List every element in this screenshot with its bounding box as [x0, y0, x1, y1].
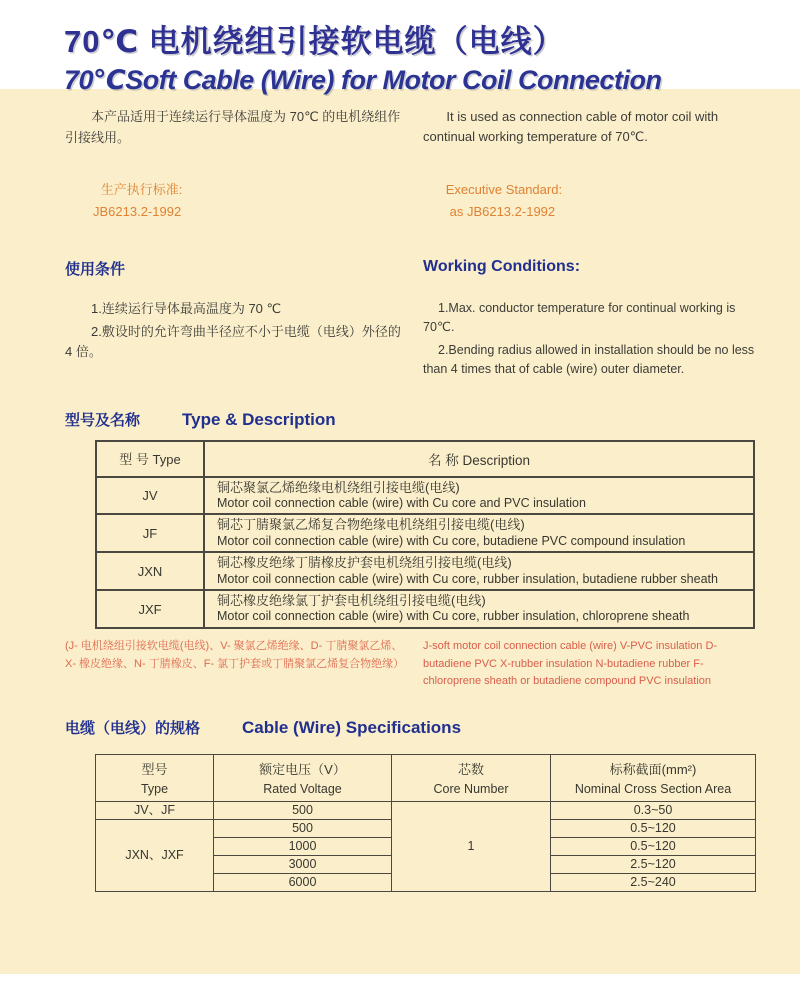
type-code: JXN [96, 552, 204, 590]
description-en: Motor coil connection cable (wire) with Cu core, rubber insulation, butadiene rubber sheath [217, 571, 718, 586]
executive-standard-en [446, 179, 755, 225]
legend-notes [65, 638, 755, 691]
type-description [204, 477, 754, 515]
column-header-type: 型号 Type [96, 754, 214, 801]
conditions-list-en [423, 299, 755, 383]
type-code: JF [96, 514, 204, 552]
description-cn: 铜芯橡皮绝缘丁腈橡皮护套电机绕组引接电缆(电线) [217, 555, 512, 571]
condition-item: 1.连续运行导体最高温度为 70 ℃ [91, 301, 282, 317]
table-row [96, 552, 754, 590]
intro-text-en: It is used as connection cable of motor coil with continual working temperature of 70℃. [423, 109, 719, 145]
page-title-cn: 70℃ 电机绕组引接软电缆（电线） [64, 24, 565, 59]
description-en: Motor coil connection cable (wire) with Cu core, butadiene PVC compound insulation [217, 533, 686, 548]
spec-voltage: 500 [214, 819, 392, 837]
standard-label-en: Executive Standard: [445, 181, 563, 197]
column-header-description: 名 称 Description [204, 441, 754, 477]
intro-section [65, 107, 755, 149]
legend-note-cn: (J- 电机绕组引接软电缆(电线)、V- 聚氯乙烯绝缘、D- 丁腈聚氯乙烯、X- 橡皮绝缘、N- 丁腈橡皮、F- 氯丁护套或丁腈聚氯乙烯复合物绝缘） [65, 640, 405, 670]
type-code: JXF [96, 590, 204, 628]
standard-label-cn: 生产执行标准: [100, 181, 183, 197]
description-cn: 铜芯橡皮绝缘氯丁护套电机绕组引接电缆(电线) [217, 593, 486, 609]
spec-voltage: 3000 [214, 855, 392, 873]
spec-voltage: 6000 [214, 873, 392, 891]
table-header-row [96, 754, 756, 801]
conditions-heading-en: Working Conditions: [423, 258, 581, 276]
standard-value-en: as JB6213.2-1992 [449, 204, 556, 220]
conditions-body [65, 299, 755, 383]
table-row [96, 477, 754, 515]
description-cn: 铜芯丁腈聚氯乙烯复合物绝缘电机绕组引接电缆(电线) [217, 517, 525, 533]
conditions-headings [65, 258, 755, 279]
type-heading-cn: 型号及名称 [65, 411, 141, 429]
standard-value-cn: JB6213.2-1992 [93, 204, 182, 220]
spec-section-area: 0.5~120 [551, 819, 756, 837]
spec-heading-cn: 电缆（电线）的规格 [65, 719, 201, 737]
type-code: JV [96, 477, 204, 515]
column-header-rated-voltage: 额定电压（V） Rated Voltage [214, 754, 392, 801]
type-heading-en: Type & Description [182, 409, 336, 429]
type-section-heading [65, 409, 755, 430]
spec-section-area: 2.5~240 [551, 873, 756, 891]
column-header-cross-section: 标称截面(mm²) Nominal Cross Section Area [551, 754, 756, 801]
spec-type: JXN、JXF [96, 819, 214, 891]
table-row [96, 801, 756, 819]
content-sheet [0, 89, 800, 974]
column-header-type: 型 号 Type [96, 441, 204, 477]
description-en: Motor coil connection cable (wire) with Cu core, rubber insulation, chloroprene sheath [217, 609, 690, 624]
spec-type: JV、JF [96, 801, 214, 819]
intro-text-cn: 本产品适用于连续运行导体温度为 70℃ 的电机绕组作引接线用。 [65, 109, 401, 145]
table-row [96, 590, 754, 628]
standards-section [65, 179, 755, 225]
type-description [204, 514, 754, 552]
type-description-table [95, 440, 755, 630]
conditions-heading-cn: 使用条件 [65, 261, 126, 279]
table-row [96, 514, 754, 552]
table-header-row [96, 441, 754, 477]
conditions-list-cn [65, 299, 405, 383]
type-description [204, 590, 754, 628]
spec-voltage: 500 [214, 801, 392, 819]
legend-note-en: J-soft motor coil connection cable (wire) V-PVC insulation D-butadiene PVC X-rubber insulation N-butadiene rubber F-chloroprene sheath or butadiene compound PVC insulation [423, 640, 718, 688]
specifications-table [95, 754, 756, 892]
condition-item: 1.Max. conductor temperature for continual working is 70℃. [423, 301, 736, 335]
description-en: Motor coil connection cable (wire) with Cu core and PVC insulation [217, 495, 586, 510]
type-description [204, 552, 754, 590]
document-header [0, 0, 800, 95]
spec-section-area: 2.5~120 [551, 855, 756, 873]
description-cn: 铜芯聚氯乙烯绝缘电机绕组引接电缆(电线) [217, 479, 460, 495]
spec-core-number: 1 [392, 801, 551, 891]
spec-heading-en: Cable (Wire) Specifications [242, 717, 462, 737]
spec-section-area: 0.5~120 [551, 837, 756, 855]
condition-item: 2.Bending radius allowed in installation should be no less than 4 times that of cable (wire) outer diameter. [423, 342, 755, 377]
spec-voltage: 1000 [214, 837, 392, 855]
executive-standard-cn [93, 179, 410, 225]
column-header-core-number: 芯数 Core Number [392, 754, 551, 801]
spec-section-area: 0.3~50 [551, 801, 756, 819]
page-title-en: 70℃Soft Cable (Wire) for Motor Coil Connection [64, 65, 662, 95]
spec-section-heading [65, 717, 755, 738]
condition-item: 2.敷设时的允许弯曲半径应不小于电缆（电线）外径的4 倍。 [65, 324, 401, 360]
